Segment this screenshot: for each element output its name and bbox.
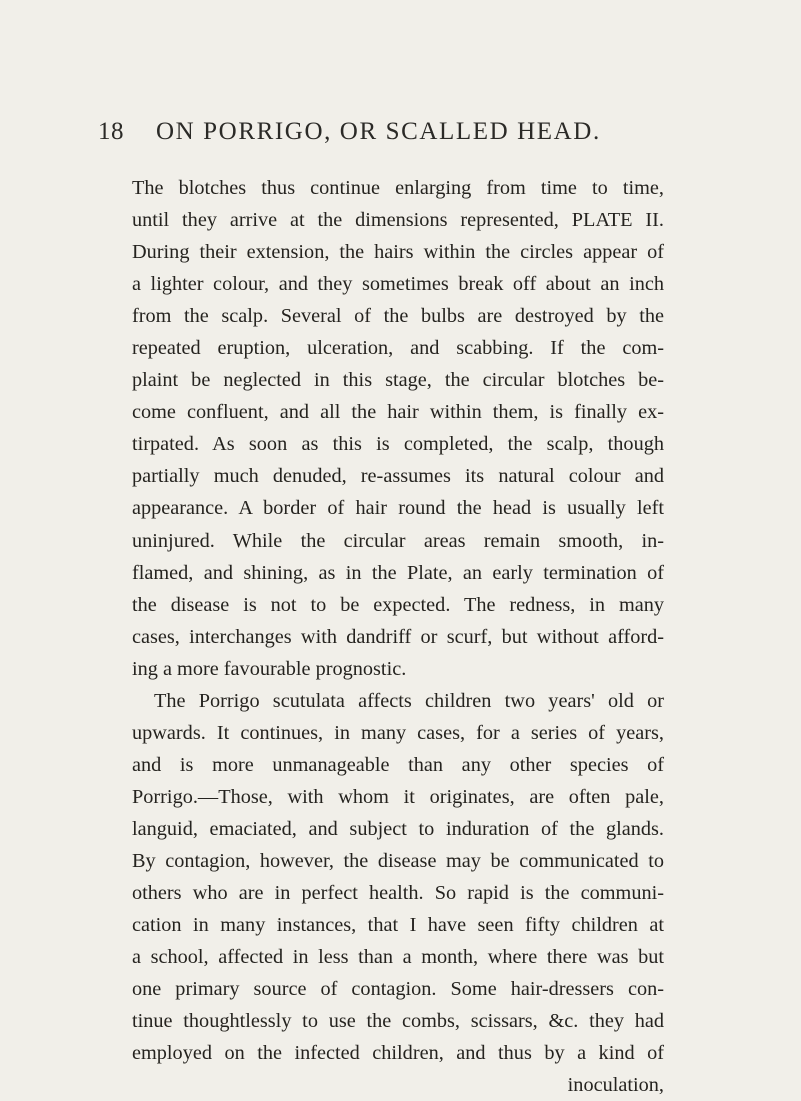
text-line: tinue thoughtlessly to use the combs, scissars, &c. they had bbox=[132, 1010, 664, 1033]
text-line: The blotches thus continue enlarging from time to time, bbox=[132, 177, 664, 199]
text-line: upwards. It continues, in many cases, for a series of years, bbox=[132, 721, 664, 744]
page-number: 18 bbox=[98, 118, 124, 145]
text-line: By contagion, however, the disease may be communicated to bbox=[132, 849, 664, 872]
text-line: repeated eruption, ulceration, and scabbing. If the com- bbox=[132, 337, 664, 360]
text-line: others who are in perfect health. So rapid is the communi- bbox=[132, 882, 664, 905]
text-line: from the scalp. Several of the bulbs are destroyed by the bbox=[132, 305, 664, 328]
paragraph-2 bbox=[132, 685, 664, 1070]
text-line: one primary source of contagion. Some hair-dressers con- bbox=[132, 978, 664, 1001]
text-line: partially much denuded, re-assumes its natural colour and bbox=[132, 465, 664, 488]
text-line: the disease is not to be expected. The redness, in many bbox=[132, 593, 664, 616]
text-line: come confluent, and all the hair within them, is finally ex- bbox=[132, 401, 664, 424]
text-line: cases, interchanges with dandriff or scurf, but without afford- bbox=[132, 625, 664, 648]
text-line: languid, emaciated, and subject to induration of the glands. bbox=[132, 817, 664, 840]
text-line: tirpated. As soon as this is completed, the scalp, though bbox=[132, 433, 664, 456]
text-line: until they arrive at the dimensions represented, PLATE II. bbox=[132, 209, 664, 232]
text-line: and is more unmanageable than any other species of bbox=[132, 753, 664, 776]
text-line: The Porrigo scutulata affects children two years' old or bbox=[154, 689, 664, 712]
running-title: ON PORRIGO, OR SCALLED HEAD. bbox=[156, 118, 601, 145]
text-line: a lighter colour, and they sometimes break off about an inch bbox=[132, 273, 664, 296]
text-line: appearance. A border of hair round the head is usually left bbox=[132, 497, 664, 520]
body-text bbox=[132, 172, 664, 1101]
catchword: inoculation, bbox=[567, 1074, 664, 1097]
text-line: cation in many instances, that I have seen fifty children at bbox=[132, 914, 664, 937]
text-line: employed on the infected children, and thus by a kind of bbox=[132, 1042, 664, 1065]
text-line: plaint be neglected in this stage, the circular blotches be- bbox=[132, 369, 664, 392]
text-line: ing a more favourable prognostic. bbox=[132, 657, 407, 680]
text-line: uninjured. While the circular areas remain smooth, in- bbox=[132, 529, 664, 552]
text-line: During their extension, the hairs within the circles appear of bbox=[132, 241, 664, 264]
text-line: a school, affected in less than a month, where there was but bbox=[132, 946, 664, 969]
page-header bbox=[98, 118, 718, 158]
text-line: Porrigo.—Those, with whom it originates, are often pale, bbox=[132, 785, 664, 808]
paragraph-1 bbox=[132, 172, 664, 685]
text-line: flamed, and shining, as in the Plate, an early termination of bbox=[132, 561, 664, 584]
